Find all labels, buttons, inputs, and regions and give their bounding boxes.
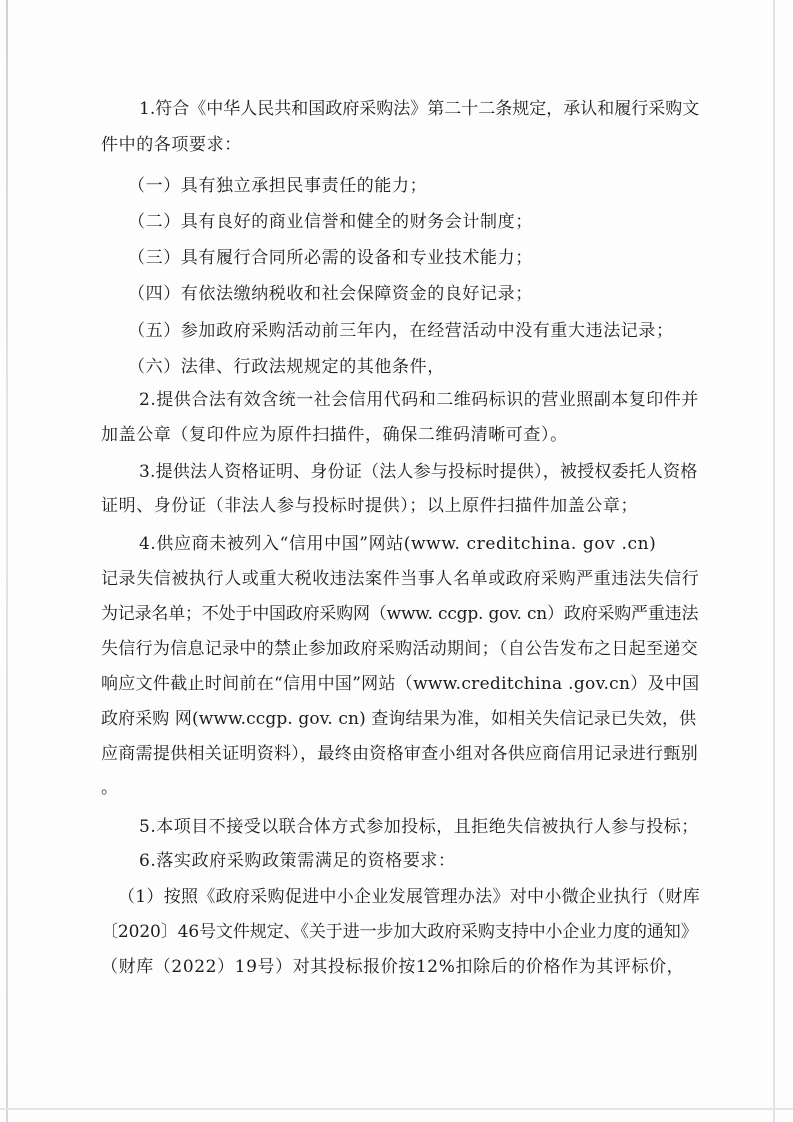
req-2-line-1: 2.提供合法有效含统一社会信用代码和二维码标识的营业照副本复印件并	[139, 390, 699, 410]
req-6-line: 6.落实政府采购政策需满足的资格要求：	[139, 851, 456, 871]
req-6-1-line-1: （1）按照《政府采购促进中小企业发展管理办法》对中小微企业执行（财库	[118, 887, 701, 907]
req-6-1-line-2: 〔2020〕46号文件规定、《关于进一步加大政府采购支持中小企业力度的通知》	[101, 922, 698, 942]
req-1-e-line: （五）参加政府采购活动前三年内，在经营活动中没有重大违法记录；	[128, 321, 674, 341]
scan-edge-bottom	[0, 1108, 793, 1110]
scan-edge-right	[773, 0, 775, 1122]
req-4-line-4: 失信行为信息记录中的禁止参加政府采购活动期间；（自公告发布之日起至递交	[101, 639, 698, 659]
req-1-line-1: 1.符合《中华人民共和国政府采购法》第二十二条规定，承认和履行采购文	[139, 99, 700, 119]
req-1-f-line: （六）法律、行政法规规定的其他条件，	[128, 357, 445, 377]
req-4-line-2: 记录失信被执行人或重大税收违法案件当事人名单或政府采购严重违法失信行	[101, 569, 700, 589]
req-1-d-line: （四）有依法缴纳税收和社会保障资金的良好记录；	[128, 284, 533, 304]
req-3-line-2: 证明、身份证（非法人参与投标时提供）；以上原件扫描件加盖公章；	[101, 496, 639, 516]
req-4-line-5: 响应文件截止时间前在“信用中国”网站（www.creditchina .gov.cn）及中国	[101, 674, 700, 694]
scan-edge-left	[6, 0, 8, 1122]
req-1-b-line: （二）具有良好的商业信誉和健全的财务会计制度；	[128, 212, 533, 232]
req-5-line: 5.本项目不接受以联合体方式参加投标，且拒绝失信被执行人参与投标；	[139, 817, 699, 837]
req-1-line-2: 件中的各项要求：	[101, 135, 242, 155]
req-3-line-1: 3.提供法人资格证明、身份证（法人参与投标时提供），被授权委托人资格	[139, 462, 698, 482]
req-4-line-1: 4.供应商未被列入“信用中国”网站(www. creditchina. gov .cn)	[139, 534, 657, 554]
req-1-a-line: （一）具有独立承担民事责任的能力；	[128, 176, 428, 196]
req-4-line-8: 。	[101, 778, 119, 798]
req-6-1-line-3: （财库（2022）19号）对其投标报价按12%扣除后的价格作为其评标价，	[101, 957, 685, 977]
req-4-line-6: 政府采购 网(www.ccgp. gov. cn) 查询结果为准，如相关失信记录已失效，供	[101, 709, 697, 729]
req-2-line-2: 加盖公章（复印件应为原件扫描件，确保二维码清晰可查）。	[101, 425, 568, 445]
req-4-line-7: 应商需提供相关证明资料），最终由资格审查小组对各供应商信用记录进行甄别	[101, 744, 698, 764]
req-1-c-line: （三）具有履行合同所必需的设备和专业技术能力；	[128, 248, 533, 268]
req-4-line-3: 为记录名单；不处于中国政府采购网（www. ccgp. gov. cn）政府采购严重违法	[101, 604, 699, 624]
